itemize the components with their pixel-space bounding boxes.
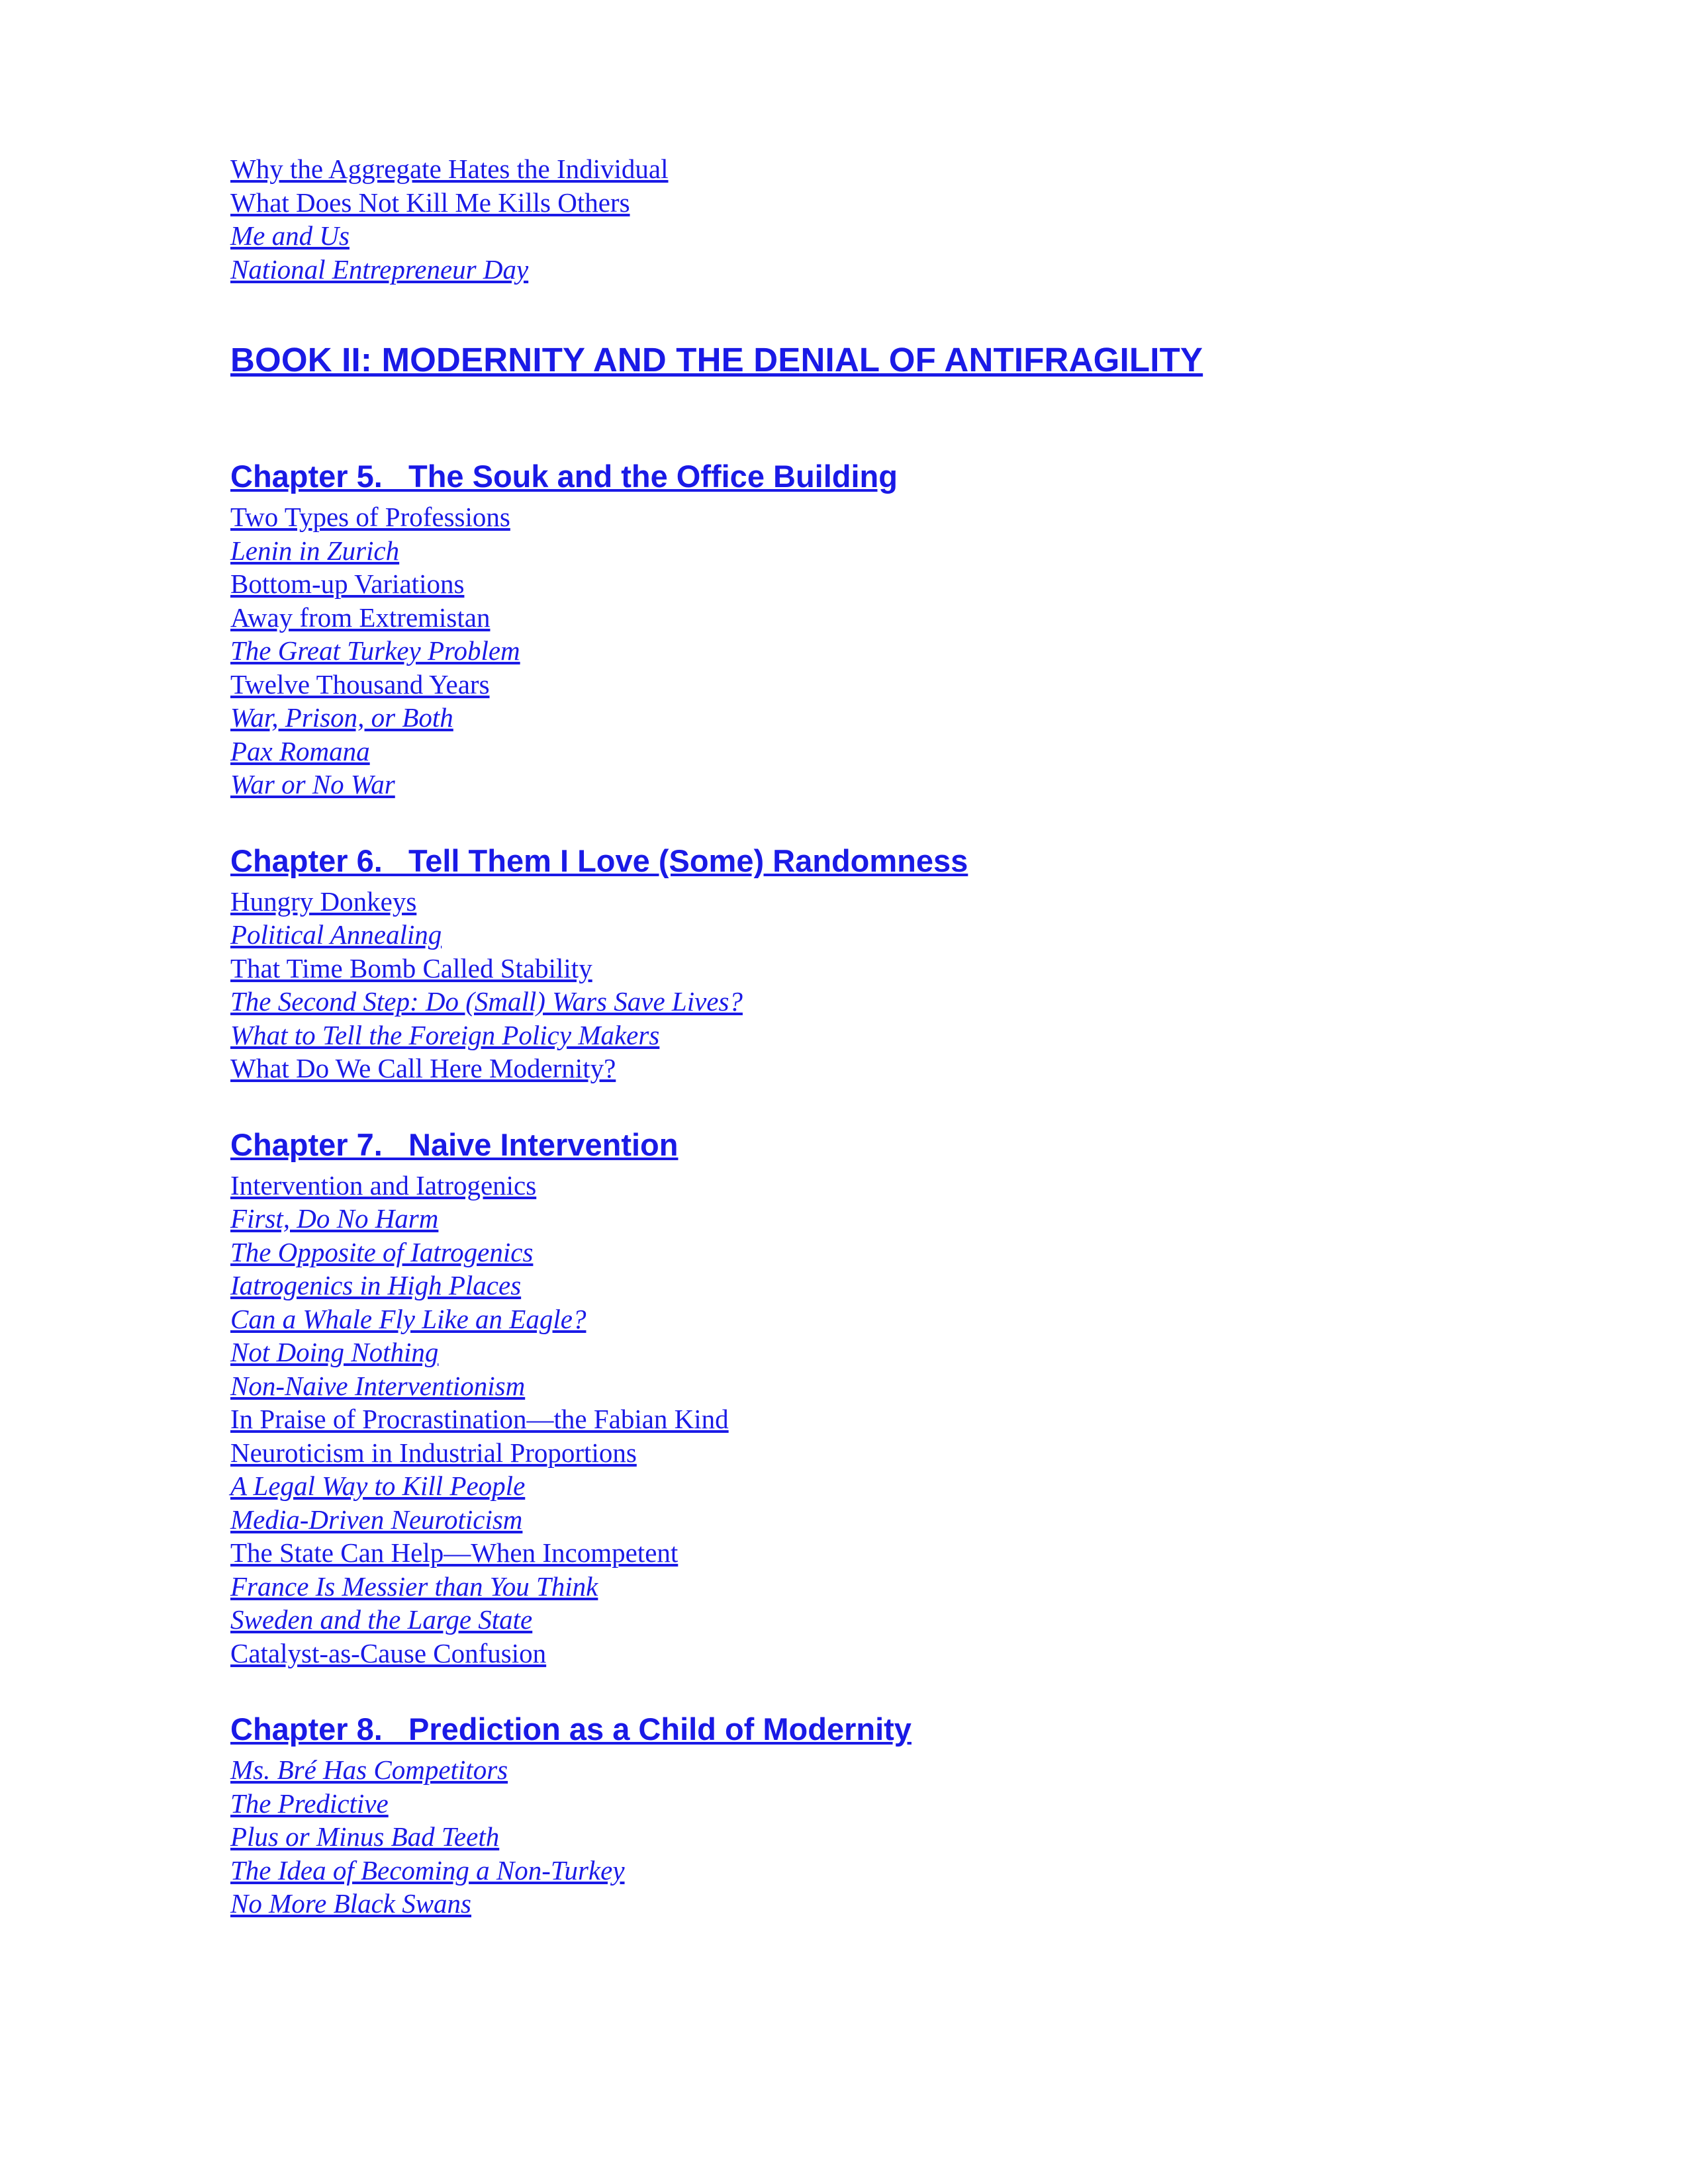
toc-entry-row <box>230 1469 1488 1503</box>
toc-chapter <box>230 842 1488 1126</box>
toc-entry-link[interactable]: A Legal Way to Kill People <box>230 1471 526 1501</box>
chapter-title-link[interactable]: Chapter 5. The Souk and the Office Building <box>230 459 898 494</box>
toc-entry-link[interactable]: France Is Messier than You Think <box>230 1570 598 1602</box>
toc-entry-link[interactable]: Away from Extremistan <box>230 602 491 633</box>
toc-content <box>230 152 1488 1962</box>
toc-entry-row <box>230 500 1488 534</box>
toc-entry-link[interactable]: Twelve Thousand Years <box>230 668 490 700</box>
toc-entry-link[interactable]: Why the Aggregate Hates the Individual <box>230 154 669 184</box>
toc-entry-link[interactable]: The State Can Help—When Incompetent <box>230 1537 679 1568</box>
toc-entry-row <box>230 1302 1488 1336</box>
toc-entry-row <box>230 219 1488 253</box>
toc-entry-row <box>230 1854 1488 1888</box>
chapter-heading-row <box>230 1711 1488 1749</box>
toc-entry-link[interactable]: Intervention and Iatrogenics <box>230 1169 537 1201</box>
toc-entry-link[interactable]: Political Annealing <box>230 919 442 950</box>
toc-entry-link[interactable]: The Second Step: Do (Small) Wars Save Lives? <box>230 986 743 1017</box>
toc-entry-row <box>230 152 1488 186</box>
chapter-title-link[interactable]: Chapter 8. Prediction as a Child of Modernity <box>230 1711 912 1747</box>
spacer <box>230 380 1488 458</box>
toc-entry-row <box>230 1536 1488 1570</box>
toc-entry-link[interactable]: Lenin in Zurich <box>230 535 400 566</box>
chapter-title-link[interactable]: Chapter 7. Naive Intervention <box>230 1126 679 1162</box>
spacer <box>230 801 1488 842</box>
toc-entry-row <box>230 1753 1488 1787</box>
toc-entry-row <box>230 1603 1488 1637</box>
toc-entry-row <box>230 1169 1488 1203</box>
toc-entry-link[interactable]: Neuroticism in Industrial Proportions <box>230 1437 637 1468</box>
toc-entry-row <box>230 1269 1488 1302</box>
toc-chapter <box>230 1126 1488 1711</box>
toc-entry-row <box>230 1336 1488 1369</box>
toc-entry-row <box>230 1436 1488 1470</box>
toc-entry-row <box>230 701 1488 735</box>
toc-entry-row <box>230 1236 1488 1269</box>
chapter-heading-row <box>230 458 1488 496</box>
toc-entry-row <box>230 1820 1488 1854</box>
toc-chapter <box>230 458 1488 842</box>
toc-entry-link[interactable]: National Entrepreneur Day <box>230 253 529 285</box>
toc-entry-link[interactable]: Media-Driven Neuroticism <box>230 1504 523 1535</box>
chapter-heading-row <box>230 1126 1488 1165</box>
toc-chapter <box>230 1711 1488 1962</box>
toc-entry-link[interactable]: Iatrogenics in High Places <box>230 1270 522 1300</box>
toc-entry-link[interactable]: The Predictive <box>230 1788 389 1819</box>
toc-entry-link[interactable]: Bottom-up Variations <box>230 569 465 599</box>
toc-entry-link[interactable]: Two Types of Professions <box>230 502 510 532</box>
toc-entry-row <box>230 1637 1488 1670</box>
toc-entry-link[interactable]: War or No War <box>230 769 395 799</box>
toc-entry-row <box>230 668 1488 702</box>
toc-entry-row <box>230 1202 1488 1236</box>
toc-entry-link[interactable]: Me and Us <box>230 220 350 251</box>
toc-entry-row <box>230 1052 1488 1085</box>
toc-entry-link[interactable]: What to Tell the Foreign Policy Makers <box>230 1019 660 1050</box>
toc-entry-row <box>230 918 1488 952</box>
toc-entry-link[interactable]: Plus or Minus Bad Teeth <box>230 1821 500 1852</box>
spacer <box>230 1085 1488 1126</box>
toc-entry-row <box>230 768 1488 801</box>
toc-entry-link[interactable]: Ms. Bré Has Competitors <box>230 1754 508 1785</box>
chapter-title-link[interactable]: Chapter 6. Tell Them I Love (Some) Randomness <box>230 842 968 878</box>
toc-entry-row <box>230 1503 1488 1537</box>
spacer <box>230 1670 1488 1711</box>
toc-entry-row <box>230 634 1488 668</box>
toc-entry-link[interactable]: Non-Naive Interventionism <box>230 1370 526 1401</box>
toc-entry-link[interactable]: Sweden and the Large State <box>230 1604 533 1635</box>
toc-entry-link[interactable]: First, Do No Harm <box>230 1203 439 1234</box>
toc-entry-row <box>230 567 1488 601</box>
toc-entry-row <box>230 1402 1488 1436</box>
toc-entry-row <box>230 735 1488 768</box>
toc-entry-link[interactable]: What Do We Call Here Modernity? <box>230 1053 616 1083</box>
toc-entry-row <box>230 985 1488 1019</box>
toc-entry-link[interactable]: That Time Bomb Called Stability <box>230 952 592 983</box>
toc-entry-link[interactable]: Can a Whale Fly Like an Eagle? <box>230 1303 586 1334</box>
toc-entry-link[interactable]: War, Prison, or Both <box>230 702 453 733</box>
toc-entry-row <box>230 1570 1488 1604</box>
toc-entry-row <box>230 1787 1488 1821</box>
spacer <box>230 1921 1488 1962</box>
toc-entry-link[interactable]: The Great Turkey Problem <box>230 635 520 666</box>
chapter-heading-row <box>230 842 1488 881</box>
toc-entry-row <box>230 601 1488 635</box>
toc-entry-link[interactable]: What Does Not Kill Me Kills Others <box>230 187 630 218</box>
toc-entry-row <box>230 1369 1488 1403</box>
toc-entry-link[interactable]: Catalyst-as-Cause Confusion <box>230 1637 547 1668</box>
toc-chapter-list <box>230 458 1488 1962</box>
toc-entry-link[interactable]: Not Doing Nothing <box>230 1337 439 1367</box>
toc-entry-link[interactable]: The Idea of Becoming a Non-Turkey <box>230 1854 625 1886</box>
toc-entry-row <box>230 186 1488 220</box>
toc-entry-link[interactable]: In Praise of Procrastination—the Fabian Kind <box>230 1404 729 1434</box>
toc-entry-link[interactable]: Pax Romana <box>230 735 370 766</box>
toc-top-entries <box>230 152 1488 286</box>
toc-entry-row <box>230 952 1488 985</box>
toc-entry-row <box>230 1887 1488 1921</box>
toc-entry-row <box>230 1019 1488 1052</box>
book-title-link[interactable]: BOOK II: MODERNITY AND THE DENIAL OF ANTIFRAGILITY <box>230 341 1203 379</box>
toc-entry-link[interactable]: No More Black Swans <box>230 1888 472 1919</box>
toc-entry-row <box>230 253 1488 287</box>
toc-entry-row <box>230 534 1488 568</box>
toc-entry-link[interactable]: The Opposite of Iatrogenics <box>230 1236 534 1267</box>
book-heading-row <box>230 340 1488 380</box>
toc-entry-link[interactable]: Hungry Donkeys <box>230 886 417 917</box>
toc-entry-row <box>230 885 1488 919</box>
